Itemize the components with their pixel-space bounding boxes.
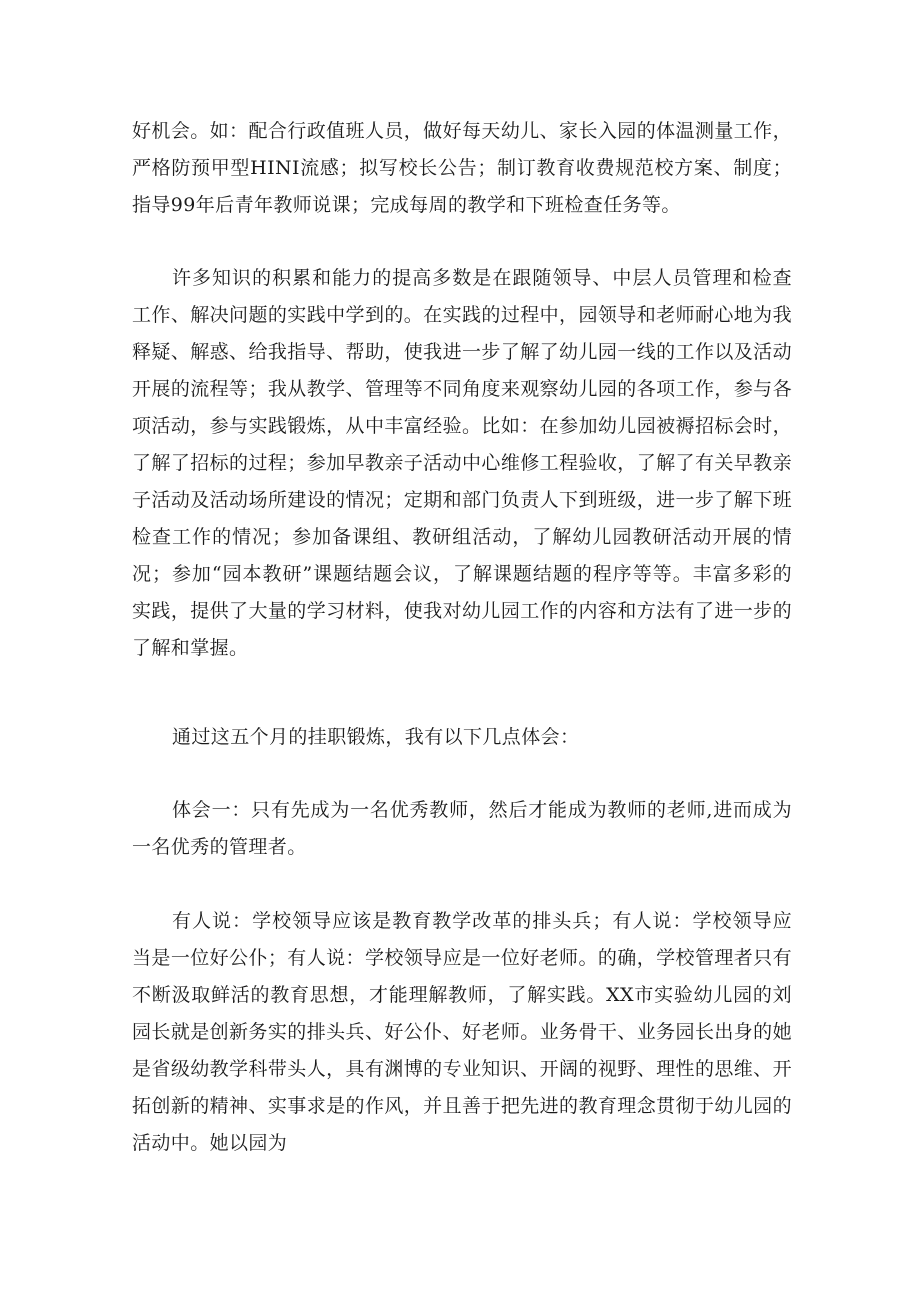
paragraph-continuation: 好机会。如：配合行政值班人员，做好每天幼儿、家长入园的体温测量工作，严格防预甲型HINI流感；拟写校长公告；制订教育收费规范校方案、制度；指导99年后青年教师说课；完成每周的教学和下班检查任务等。 [132, 120, 792, 216]
paragraph-reflection-one: 体会一：只有先成为一名优秀教师，然后才能成为教师的老师,进而成为一名优秀的管理者。 [132, 799, 792, 858]
paragraph-practice-learning: 许多知识的积累和能力的提高多数是在跟随领导、中层人员管理和检查工作、解决问题的实践中学到的。在实践的过程中，园领导和老师耐心地为我释疑、解惑、给我指导、帮助，使我进一步了解了幼儿园一线的工作以及活动开展的流程等；我从教学、管理等不同角度来观察幼儿园的各项工作，参与各项活动，参与实践锻炼，从中丰富经验。比如：在参加幼儿园被褥招标会时，了解了招标的过程；参加早教亲子活动中心维修工程验收，了解了有关早教亲子活动及活动场所建设的情况；定期和部门负责人下到班级，进一步了解下班检查工作的情况；参加备课组、教研组活动，了解幼儿园教研活动开展的情况；参加“园本教研”课题结题会议，了解课题结题的程序等等。丰富多彩的实践，提供了大量的学习材料，使我对幼儿园工作的内容和方法有了进一步的了解和掌握。 [132, 267, 792, 659]
paragraph-school-leaders: 有人说：学校领导应该是教育教学改革的排头兵；有人说：学校领导应当是一位好公仆；有人说：学校领导应是一位好老师。的确，学校管理者只有不断汲取鲜活的教育思想，才能理解教师，了解实践。XX市实验幼儿园的刘园长就是创新务实的排头兵、好公仆、好老师。业务骨干、业务园长出身的她是省级幼教学科带头人，具有渊博的专业知识、开阔的视野、理性的思维、开拓创新的精神、实事求是的作风，并且善于把先进的教育理念贯彻于幼儿园的活动中。她以园为 [132, 910, 792, 1154]
paragraph-reflections-intro: 通过这五个月的挂职锻炼，我有以下几点体会： [172, 726, 580, 748]
